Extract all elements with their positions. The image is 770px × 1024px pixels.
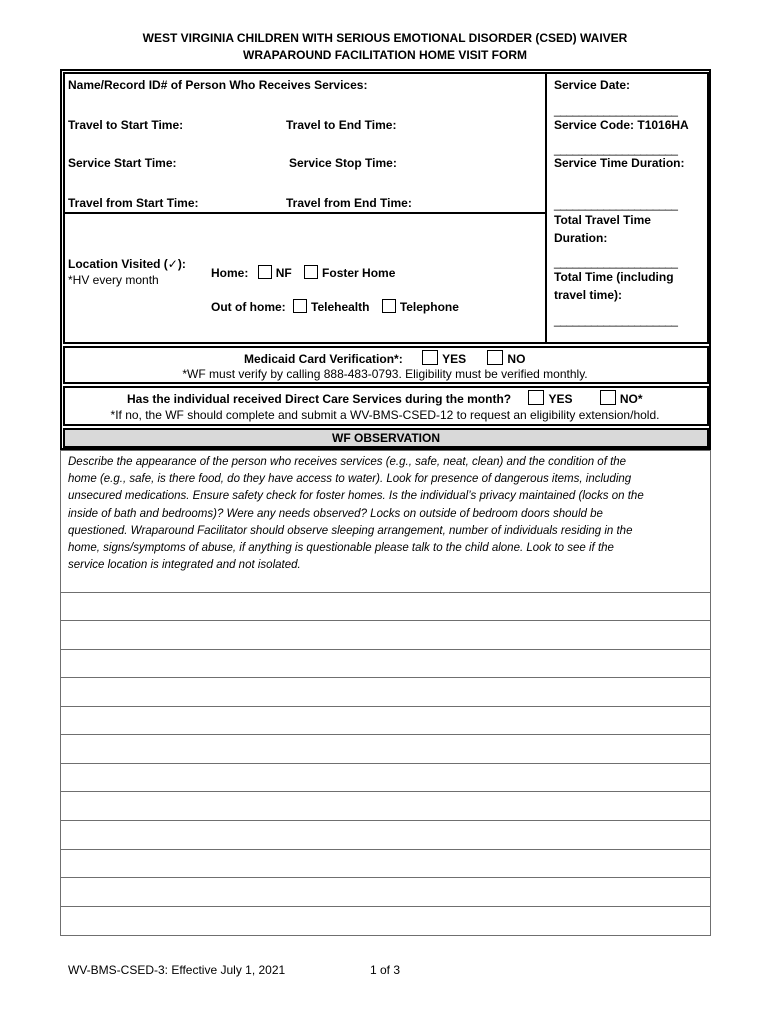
travel-to-end-label: Travel to End Time: [286,118,397,132]
direct-care-yes-label: YES [548,392,573,406]
medicaid-no-label: NO [507,352,526,366]
medicaid-yes-label: YES [442,352,467,366]
service-date-line[interactable]: ____________________ [554,103,678,117]
medicaid-label: Medicaid Card Verification*: [244,352,403,366]
total-time-label-1: Total Time (including [554,270,674,284]
observation-header: WF OBSERVATION [332,431,440,445]
medicaid-no-checkbox[interactable] [487,350,503,365]
writing-line[interactable] [60,791,711,792]
total-travel-label-1: Total Travel Time [554,213,651,227]
form-title-line2: WRAPAROUND FACILITATION HOME VISIT FORM [243,48,527,62]
direct-care-question: Has the individual received Direct Care Services during the month? [127,392,512,406]
observation-line: inside of bath and bedrooms)? Were any needs observed? Locks on outside of bedroom doors should be [68,507,603,520]
telehealth-label: Telehealth [311,300,370,314]
total-time-line[interactable]: ____________________ [554,313,678,327]
form-title-line1: WEST VIRGINIA CHILDREN WITH SERIOUS EMOTIONAL DISORDER (CSED) WAIVER [142,31,628,45]
column-divider [545,74,547,342]
writing-line[interactable] [60,620,711,621]
direct-care-note: *If no, the WF should complete and submit a WV-BMS-CSED-12 to request an eligibility extension/hold. [110,408,660,422]
writing-line[interactable] [60,677,711,678]
medicaid-note: *WF must verify by calling 888-483-0793. Eligibility must be verified monthly. [182,367,588,381]
home-label: Home: [211,266,249,280]
service-date-label: Service Date: [554,78,631,92]
total-time-label-2: travel time): [554,288,623,302]
out-of-home-label: Out of home: [211,300,286,314]
direct-care-yes-checkbox[interactable] [528,390,544,405]
writing-line[interactable] [60,649,711,650]
nf-label: NF [275,266,292,280]
name-record-label: Name/Record ID# of Person Who Receives Services: [68,78,368,92]
service-stop-label: Service Stop Time: [289,156,397,170]
telephone-checkbox[interactable] [382,299,396,313]
writing-line[interactable] [60,706,711,707]
service-code-line[interactable]: ____________________ [554,142,678,156]
writing-line[interactable] [60,592,711,593]
direct-care-no-checkbox[interactable] [600,390,616,405]
observation-line: home, signs/symptoms of abuse, if anything is questionable please talk to the child alone. Look to see if the [68,542,614,555]
service-duration-line[interactable]: ____________________ [554,197,678,211]
service-duration-label: Service Time Duration: [554,156,685,170]
location-visited-label: Location Visited (✓): [68,257,186,271]
observation-line: unsecured medications. Ensure safety check for foster homes. Is the individual’s privacy maintained (locks on the [68,490,644,503]
service-code-label: Service Code: T1016HA [554,118,689,132]
home-row [211,265,395,281]
observation-line: questioned. Wraparound Facilitator should observe sleeping arrangement, number of individuals residing in the [68,524,633,537]
observation-line: home (e.g., safe, is there food, do they have access to water). Look for presence of dangerous items, including [68,473,632,486]
foster-home-label: Foster Home [322,266,396,280]
nf-checkbox[interactable] [258,265,272,279]
observation-line: service location is integrated and not isolated. [68,559,301,572]
footer-form-id: WV-BMS-CSED-3: Effective July 1, 2021 [68,963,286,977]
observation-instructions [68,454,708,574]
travel-from-end-label: Travel from End Time: [286,196,412,210]
writing-line[interactable] [60,906,711,907]
travel-from-start-label: Travel from Start Time: [68,196,199,210]
writing-line[interactable] [60,820,711,821]
medicaid-yes-checkbox[interactable] [422,350,438,365]
telephone-label: Telephone [399,300,459,314]
writing-line[interactable] [60,877,711,878]
service-start-label: Service Start Time: [68,156,177,170]
telehealth-checkbox[interactable] [293,299,307,313]
total-travel-line[interactable]: ____________________ [554,255,678,269]
direct-care-no-label: NO* [619,392,643,406]
writing-line[interactable] [60,763,711,764]
writing-line[interactable] [60,849,711,850]
total-travel-label-2: Duration: [554,231,608,245]
out-of-home-row [211,299,459,315]
direct-care-row [127,390,643,407]
writing-line[interactable] [60,734,711,735]
travel-to-start-label: Travel to Start Time: [68,118,184,132]
footer-page-number: 1 of 3 [370,963,401,977]
observation-line: Describe the appearance of the person who receives services (e.g., safe, neat, clean) and the condition of the [68,456,627,468]
location-divider [65,212,545,214]
foster-home-checkbox[interactable] [304,265,318,279]
location-note: *HV every month [68,273,159,287]
medicaid-row [244,350,525,367]
